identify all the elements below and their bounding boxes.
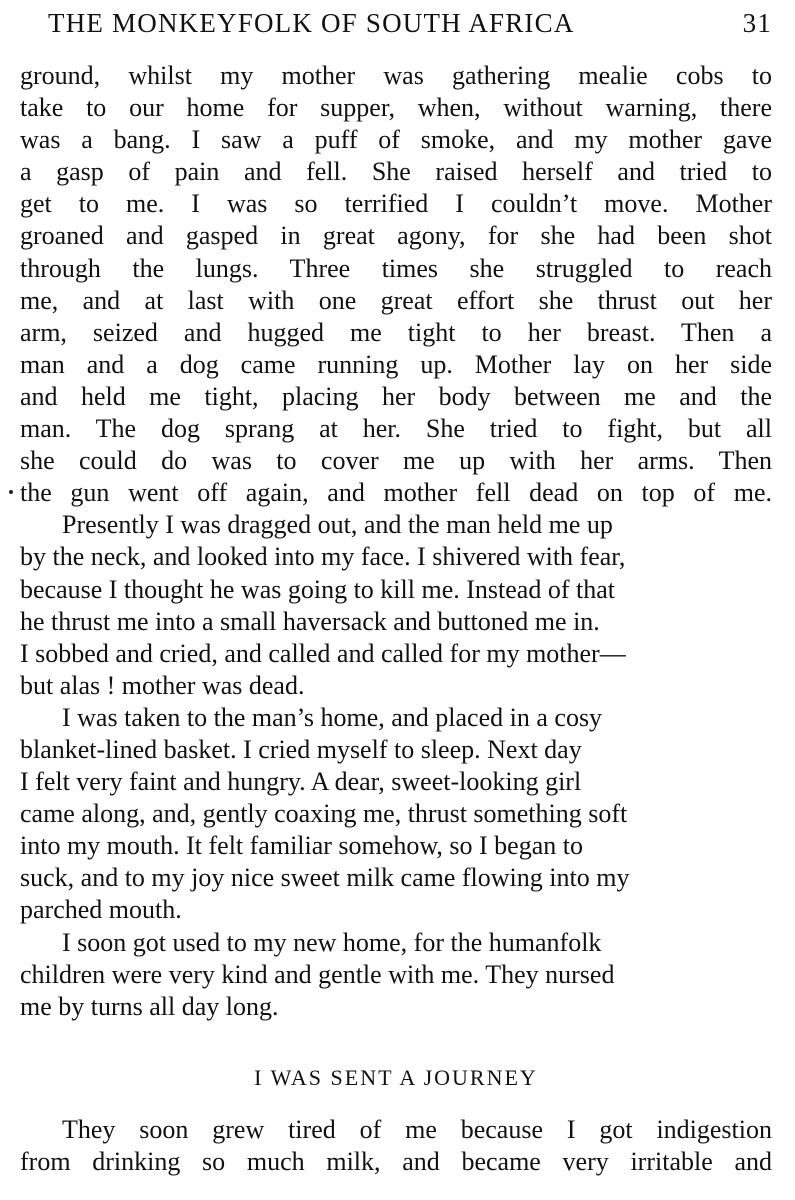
text-line: he thrust me into a small haversack and buttoned me in. [20,606,600,636]
paragraph-3 [20,702,772,927]
text-line: man and a dog came running up. Mother lay on her side [20,349,772,379]
section-text [20,1114,772,1178]
text-line: by the neck, and looked into my face. I shivered with fear, [20,542,626,572]
section-heading: I WAS SENT A JOURNEY [254,1065,538,1090]
paragraph-4 [20,927,772,1023]
text-line: children were very kind and gentle with me. They nursed [20,959,615,989]
text-line: from drinking so much milk, and became very irritable and [20,1147,772,1177]
text-line: I was taken to the man’s home, and placed in a cosy [62,702,603,732]
text-line: They soon grew tired of me because I got indigestion [62,1115,772,1144]
paragraph-5 [20,1114,772,1178]
text-line: through the lungs. Three times she struggled to reach [20,253,772,283]
text-line: get to me. I was so terrified I couldn’t move. Mother [20,189,772,219]
text-line: the gun went off again, and mother fell dead on top of me. [20,478,772,508]
text-line: groaned and gasped in great agony, for she had been shot [20,221,772,251]
text-line: I soon got used to my new home, for the humanfolk [62,927,602,957]
page-number: 31 [742,8,772,38]
paragraph-1 [20,60,772,509]
stray-ink-mark [9,490,13,494]
paragraph-2 [20,509,772,702]
text-line: man. The dog sprang at her. She tried to fight, but all [20,414,772,444]
text-line: because I thought he was going to kill me. Instead of that [20,574,615,604]
text-line: and held me tight, placing her body between me and the [20,381,772,411]
text-line: suck, and to my joy nice sweet milk came flowing into my [20,863,630,893]
text-line: blanket-lined basket. I cried myself to sleep. Next day [20,734,582,764]
text-line: was a bang. I saw a puff of smoke, and my mother gave [20,125,772,155]
body-text [20,60,772,1023]
running-head [20,8,772,48]
text-line: take to our home for supper, when, without warning, there [20,93,772,123]
text-line: but alas ! mother was dead. [20,670,305,700]
text-line: came along, and, gently coaxing me, thrust something soft [20,799,628,829]
text-line: into my mouth. It felt familiar somehow, so I began to [20,831,583,861]
text-line: arm, seized and hugged me tight to her breast. Then a [20,317,772,347]
text-line: I felt very faint and hungry. A dear, sweet-looking girl [20,767,582,797]
text-line: she could do was to cover me up with her arms. Then [20,446,772,476]
text-line: I sobbed and cried, and called and called for my mother— [20,638,626,668]
text-line: Presently I was dragged out, and the man held me up [62,510,613,540]
running-title: THE MONKEYFOLK OF SOUTH AFRICA [48,8,575,38]
text-line: ground, whilst my mother was gathering mealie cobs to [20,61,772,90]
text-line: me, and at last with one great effort she thrust out her [20,285,772,315]
text-line: me by turns all day long. [20,991,279,1021]
text-line: a gasp of pain and fell. She raised herself and tried to [20,157,772,187]
text-line: parched mouth. [20,895,182,925]
